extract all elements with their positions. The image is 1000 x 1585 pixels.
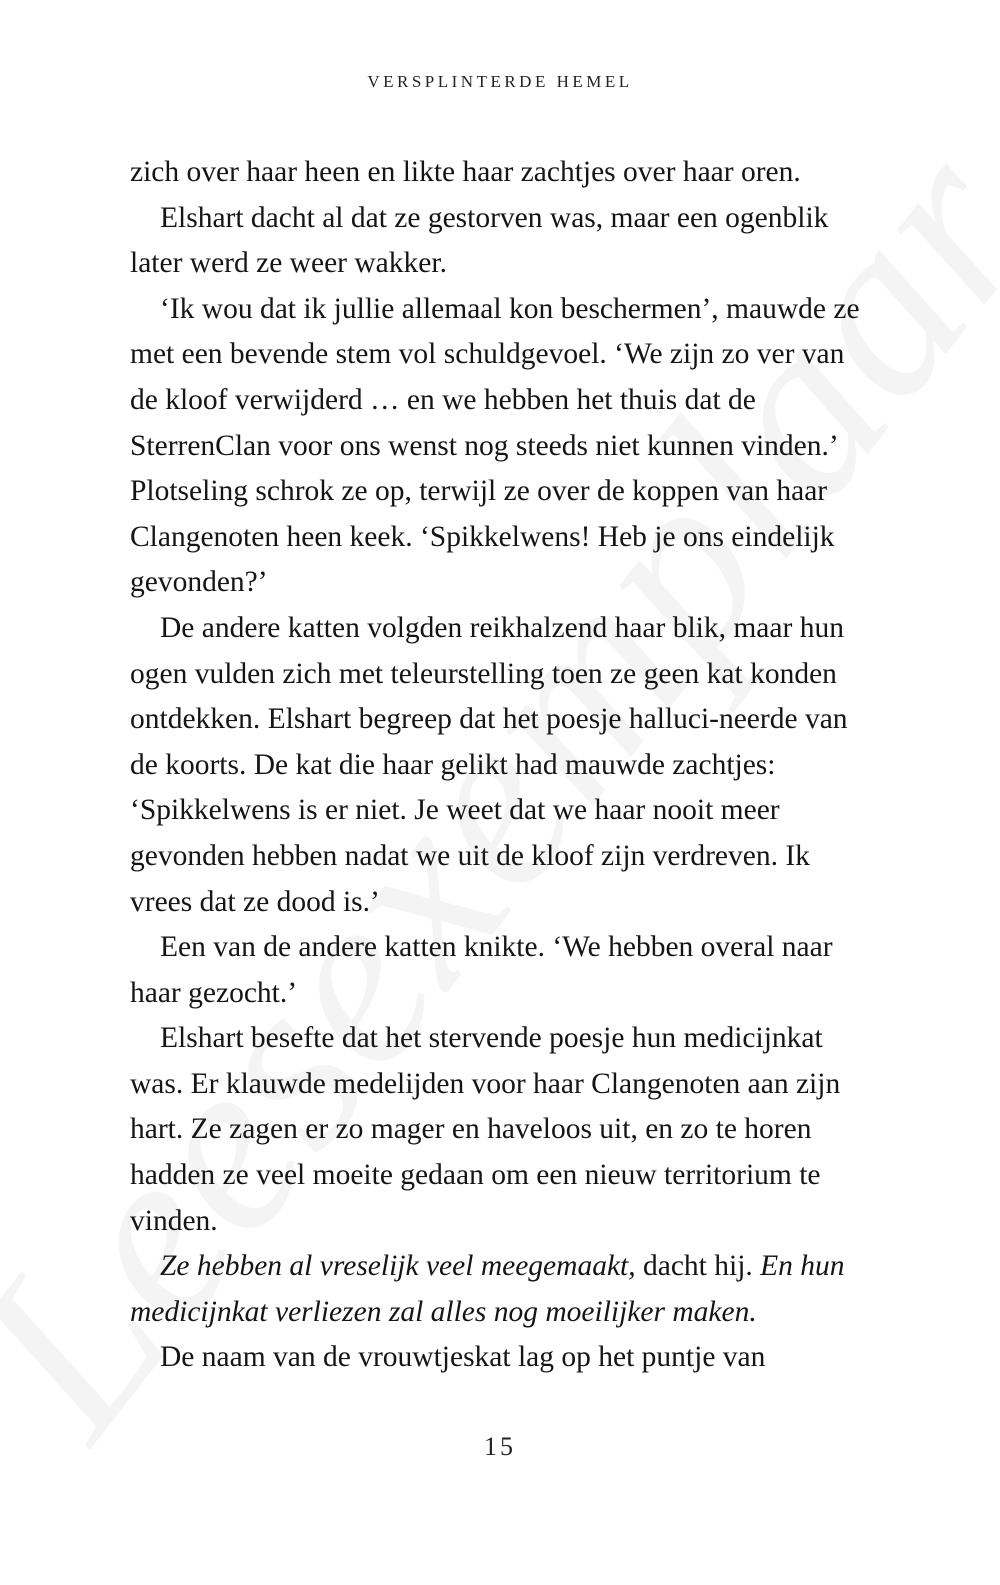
text-run: dacht hij. (635, 1250, 761, 1283)
italic-run: Ze hebben al vreselijk veel meegemaakt, (160, 1250, 636, 1283)
body-text (130, 150, 870, 1381)
paragraph-8 (130, 1335, 870, 1381)
paragraph-4 (130, 606, 870, 925)
text-run: ‘Ik wou dat ik jullie allemaal kon beschermen’, mauwde ze met een bevende stem vol schuldgevoel. ‘We zijn zo ver van de kloof verwijderd … en we hebben het thuis dat de SterrenClan voor ons wenst nog steeds niet kunnen vinden.’ Plotseling schrok ze op, terwijl ze over de koppen van haar Clangenoten heen keek. ‘Spikkelwens! Heb je ons eindelijk gevonden?’ (130, 292, 860, 599)
paragraph-5 (130, 925, 870, 1016)
page-number: 15 (484, 1432, 516, 1461)
text-run: zich over haar heen en likte haar zachtjes over haar oren. (130, 156, 801, 188)
text-run: De naam van de vrouwtjeskat lag op het puntje van (160, 1341, 766, 1374)
paragraph-2 (130, 196, 870, 287)
text-run: Elshart besefte dat het stervende poesje hun medicijnkat was. Er klauwde medelijden voor haar Clangenoten aan zijn hart. Ze zagen er zo mager en haveloos uit, en zo te horen hadden ze veel moeite gedaan om een nieuw territorium te vinden. (130, 1022, 841, 1237)
text-run: De andere katten volgden reikhalzend haar blik, maar hun ogen vulden zich met teleurstelling toen ze geen kat konden ontdekken. Elshart begreep dat het poesje halluci-neerde van de koorts. De kat die haar gelikt had mauwde zachtjes: ‘Spikkelwens is er niet. Je weet dat we haar nooit meer gevonden hebben nadat we uit de kloof zijn verdreven. Ik vrees dat ze dood is.’ (130, 611, 848, 918)
running-header: VERSPLINTERDE HEMEL (367, 72, 633, 91)
paragraph-3 (130, 287, 870, 606)
italic-run: En hun medicijnkat verliezen zal alles nog moeilijker maken. (130, 1250, 845, 1328)
paragraph-6 (130, 1016, 870, 1244)
text-run: Elshart dacht al dat ze gestorven was, maar een ogenblik later werd ze weer wakker. (130, 201, 829, 280)
paragraph-7 (130, 1244, 870, 1335)
text-run: Een van de andere katten knikte. ‘We hebben overal naar haar gezocht.’ (130, 931, 833, 1009)
paragraph-1 (130, 150, 870, 196)
